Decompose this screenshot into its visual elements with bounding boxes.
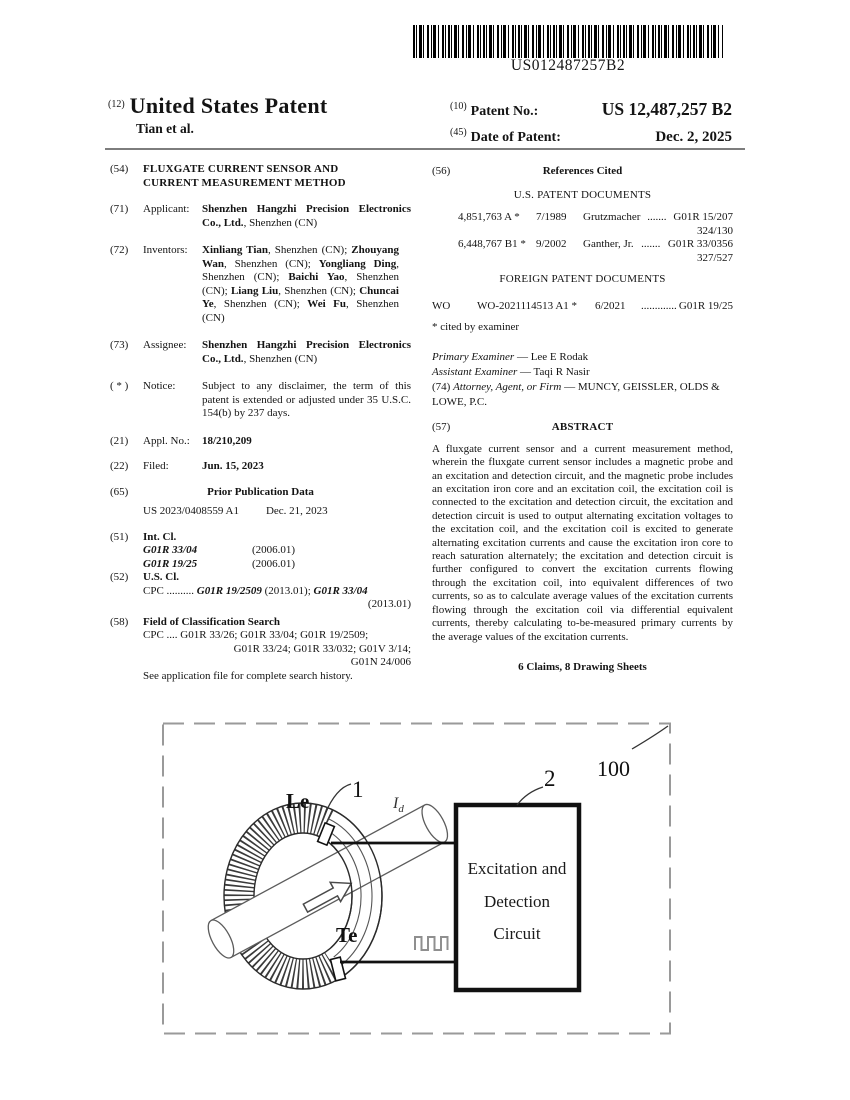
reference-row: 6,448,767 B1 * 9/2002 Ganther, Jr. ....... G01R 33/0356 — [458, 238, 733, 250]
references-column — [432, 163, 733, 674]
field-51-int-cl: (51) Int. Cl. G01R 33/04 (2006.01) G01R 19/25 (2006.01) — [110, 531, 411, 572]
field-21-appl-no: (21) Appl. No.: 18/210,209 — [110, 435, 411, 449]
cpc-continuation: (2013.01) — [367, 598, 411, 610]
box-label-line1: Excitation and — [467, 859, 567, 878]
box-label-line3: Circuit — [493, 924, 541, 943]
leader-line-2 — [517, 787, 543, 805]
header-right — [450, 96, 732, 148]
us-references-list — [432, 211, 733, 265]
prior-publication-row — [110, 505, 411, 519]
header-left — [108, 93, 328, 137]
cpc-line: CPC .......... G01R 19/2509 (2013.01); G01R 33/04 — [143, 584, 368, 597]
reference-continuation: 327/527 — [696, 251, 733, 264]
field-73-assignee: (73) Assignee: Shenzhen Hangzhi Precision Electronics Co., Ltd., Shenzhen (CN) — [110, 339, 411, 365]
label-le: Le — [286, 789, 310, 813]
label-100: 100 — [597, 756, 630, 781]
primary-examiner: Primary Examiner — Lee E Rodak — [432, 350, 589, 363]
figure-dashed-border — [163, 724, 670, 1034]
publication-number: US 2023/0408559 A1 — [143, 505, 239, 517]
foreign-reference-row: WO WO-2021114513 A1 * 6/2021 ............. G01R 19/25 — [432, 299, 733, 312]
field-22-filed: (22) Filed: Jun. 15, 2023 — [110, 460, 411, 474]
int-cl-entry: G01R 33/04 (2006.01) — [143, 544, 296, 556]
appl-no-value: 18/210,209 — [202, 434, 252, 447]
field-72-inventors: (72) Inventors: Xinliang Tian, Shenzhen (CN); Zhouyang Wan, Shenzhen (CN); Yongliang Ding, Shenzhen (CN); Baichi Yao, Shenzhen (CN); Liang Liu, Shenzhen (CN); Chuncai Ye, Shenzhen (CN); Wei Fu, Shenzhen (CN) — [110, 244, 411, 325]
field-57-abstract-heading: (57) ABSTRACT — [432, 421, 614, 434]
foreign-patent-documents-heading: FOREIGN PATENT DOCUMENTS — [499, 273, 666, 285]
abstract-text: A fluxgate current sensor and a current measurement method, wherein the fluxgate current sensor includes a magnetic probe and an excitation and detection circuit, and the magnetic probe includes an excitation iron core and an excitation coil, the excitation coil is connected to the excitation and detection circuit, the excitation and detection circuit is used to output alternating excitation voltages to the excitation coil, and the excitation coil is excited to generate alternating excitation currents and cause the excitation iron core to reach saturation alternately; the excitation and detection circuit is further configured to convert the excitation currents flowing through the excitation coil, into equivalent differences of two currents, so as to calculate average values of the excitation currents flowing through the excitation coil via differential equivalent currents, thereby calculating to-be-measured primary currents by the average values of the excitation currents. — [432, 442, 733, 643]
patent-number-label: $^{(10)}$ Patent No.: — [450, 101, 539, 119]
field-58-classification-search: (58) Field of Classification Search CPC .... G01R 33/26; G01R 33/04; G01R 19/2509; G01R 33/24; G01R 33/032; G01V 3/14; G01N 24/006 See application file for complete search history. — [110, 615, 411, 682]
drawing-figure — [160, 722, 690, 1040]
field-56-references: (56) References Cited — [432, 165, 623, 177]
kind-code-tag: (12) — [108, 99, 125, 110]
bibliographic-column — [110, 163, 411, 683]
label-id: $I_d$ — [393, 795, 404, 815]
search-history-note: See application file for complete search history. — [143, 669, 353, 682]
reference-row: 4,851,763 A * 7/1989 Grutzmacher ....... G01R 15/207 — [458, 211, 733, 223]
assignee-value: Shenzhen Hangzhi Precision Electronics Co., Ltd., Shenzhen (CN) — [202, 339, 411, 365]
barcode-text: US012487257B2 — [510, 57, 626, 74]
publication-date: Dec. 21, 2023 — [265, 505, 328, 517]
attorney-agent-firm: (74) Attorney, Agent, or Firm — MUNCY, GEISSLER, OLDS & LOWE, P.C. — [432, 380, 720, 409]
leader-line-1 — [325, 784, 351, 814]
square-wave-icon — [415, 937, 448, 950]
patent-date-row — [450, 122, 732, 148]
field-notice: ( * ) Notice: Subject to any disclaimer, the term of this patent is extended or adjusted under 35 U.S.C. 154(b) by 237 days. — [110, 380, 411, 419]
patent-number-value: US 12,487,257 B2 — [601, 99, 732, 119]
filed-value: Jun. 15, 2023 — [202, 460, 264, 472]
field-52-us-cl: (52) U.S. Cl. CPC .......... G01R 19/2509 (2013.01); G01R 33/04 (2013.01) — [110, 571, 411, 610]
invention-title: FLUXGATE CURRENT SENSOR AND CURRENT MEASUREMENT METHOD — [143, 163, 346, 189]
claims-note: 6 Claims, 8 Drawing Sheets — [518, 660, 647, 673]
label-2: 2 — [544, 766, 556, 791]
examiner-block — [432, 350, 733, 411]
label-te: Te — [336, 923, 358, 947]
field-65-prior-publication — [110, 486, 411, 519]
reference-continuation: 324/130 — [696, 224, 733, 237]
inventors-value: Xinliang Tian, Shenzhen (CN); Zhouyang Wan, Shenzhen (CN); Yongliang Ding, Shenzhen (CN); Baichi Yao, Shenzhen (CN); Liang Liu, Shenzhen (CN); Chuncai Ye, Shenzhen (CN); Wei Fu, Shenzhen (CN) — [202, 244, 400, 324]
assistant-examiner: Assistant Examiner — Taqi R Nasir — [432, 365, 590, 378]
notice-text: Subject to any disclaimer, the term of this patent is extended or adjusted under 35 U.S.C. 154(b) by 237 days. — [202, 380, 411, 419]
page-title: United States Patent — [129, 93, 328, 118]
cited-by-examiner-note: * cited by examiner — [432, 321, 520, 333]
field-71-applicant: (71) Applicant: Shenzhen Hangzhi Precision Electronics Co., Ltd., Shenzhen (CN) — [110, 203, 411, 229]
label-1: 1 — [352, 777, 364, 802]
us-patent-documents-heading: U.S. PATENT DOCUMENTS — [513, 188, 652, 201]
patent-date-value: Dec. 2, 2025 — [655, 129, 732, 145]
patent-date-label: $^{(45)}$ Date of Patent: — [450, 127, 561, 145]
field-54-title: (54) FLUXGATE CURRENT SENSOR AND CURRENT MEASUREMENT METHOD — [110, 163, 346, 189]
applicant-value: Shenzhen Hangzhi Precision Electronics Co., Ltd., Shenzhen (CN) — [202, 203, 411, 229]
box-label-line2: Detection — [483, 892, 551, 911]
leader-line-100 — [632, 726, 668, 749]
first-inventor: Tian et al. — [136, 121, 194, 136]
header-divider — [105, 148, 745, 150]
barcode-image — [413, 25, 723, 58]
prior-publication-heading: (65) Prior Publication Data — [110, 485, 314, 498]
patent-number-row — [450, 96, 732, 122]
int-cl-entry: G01R 19/25 (2006.01) — [143, 557, 296, 570]
